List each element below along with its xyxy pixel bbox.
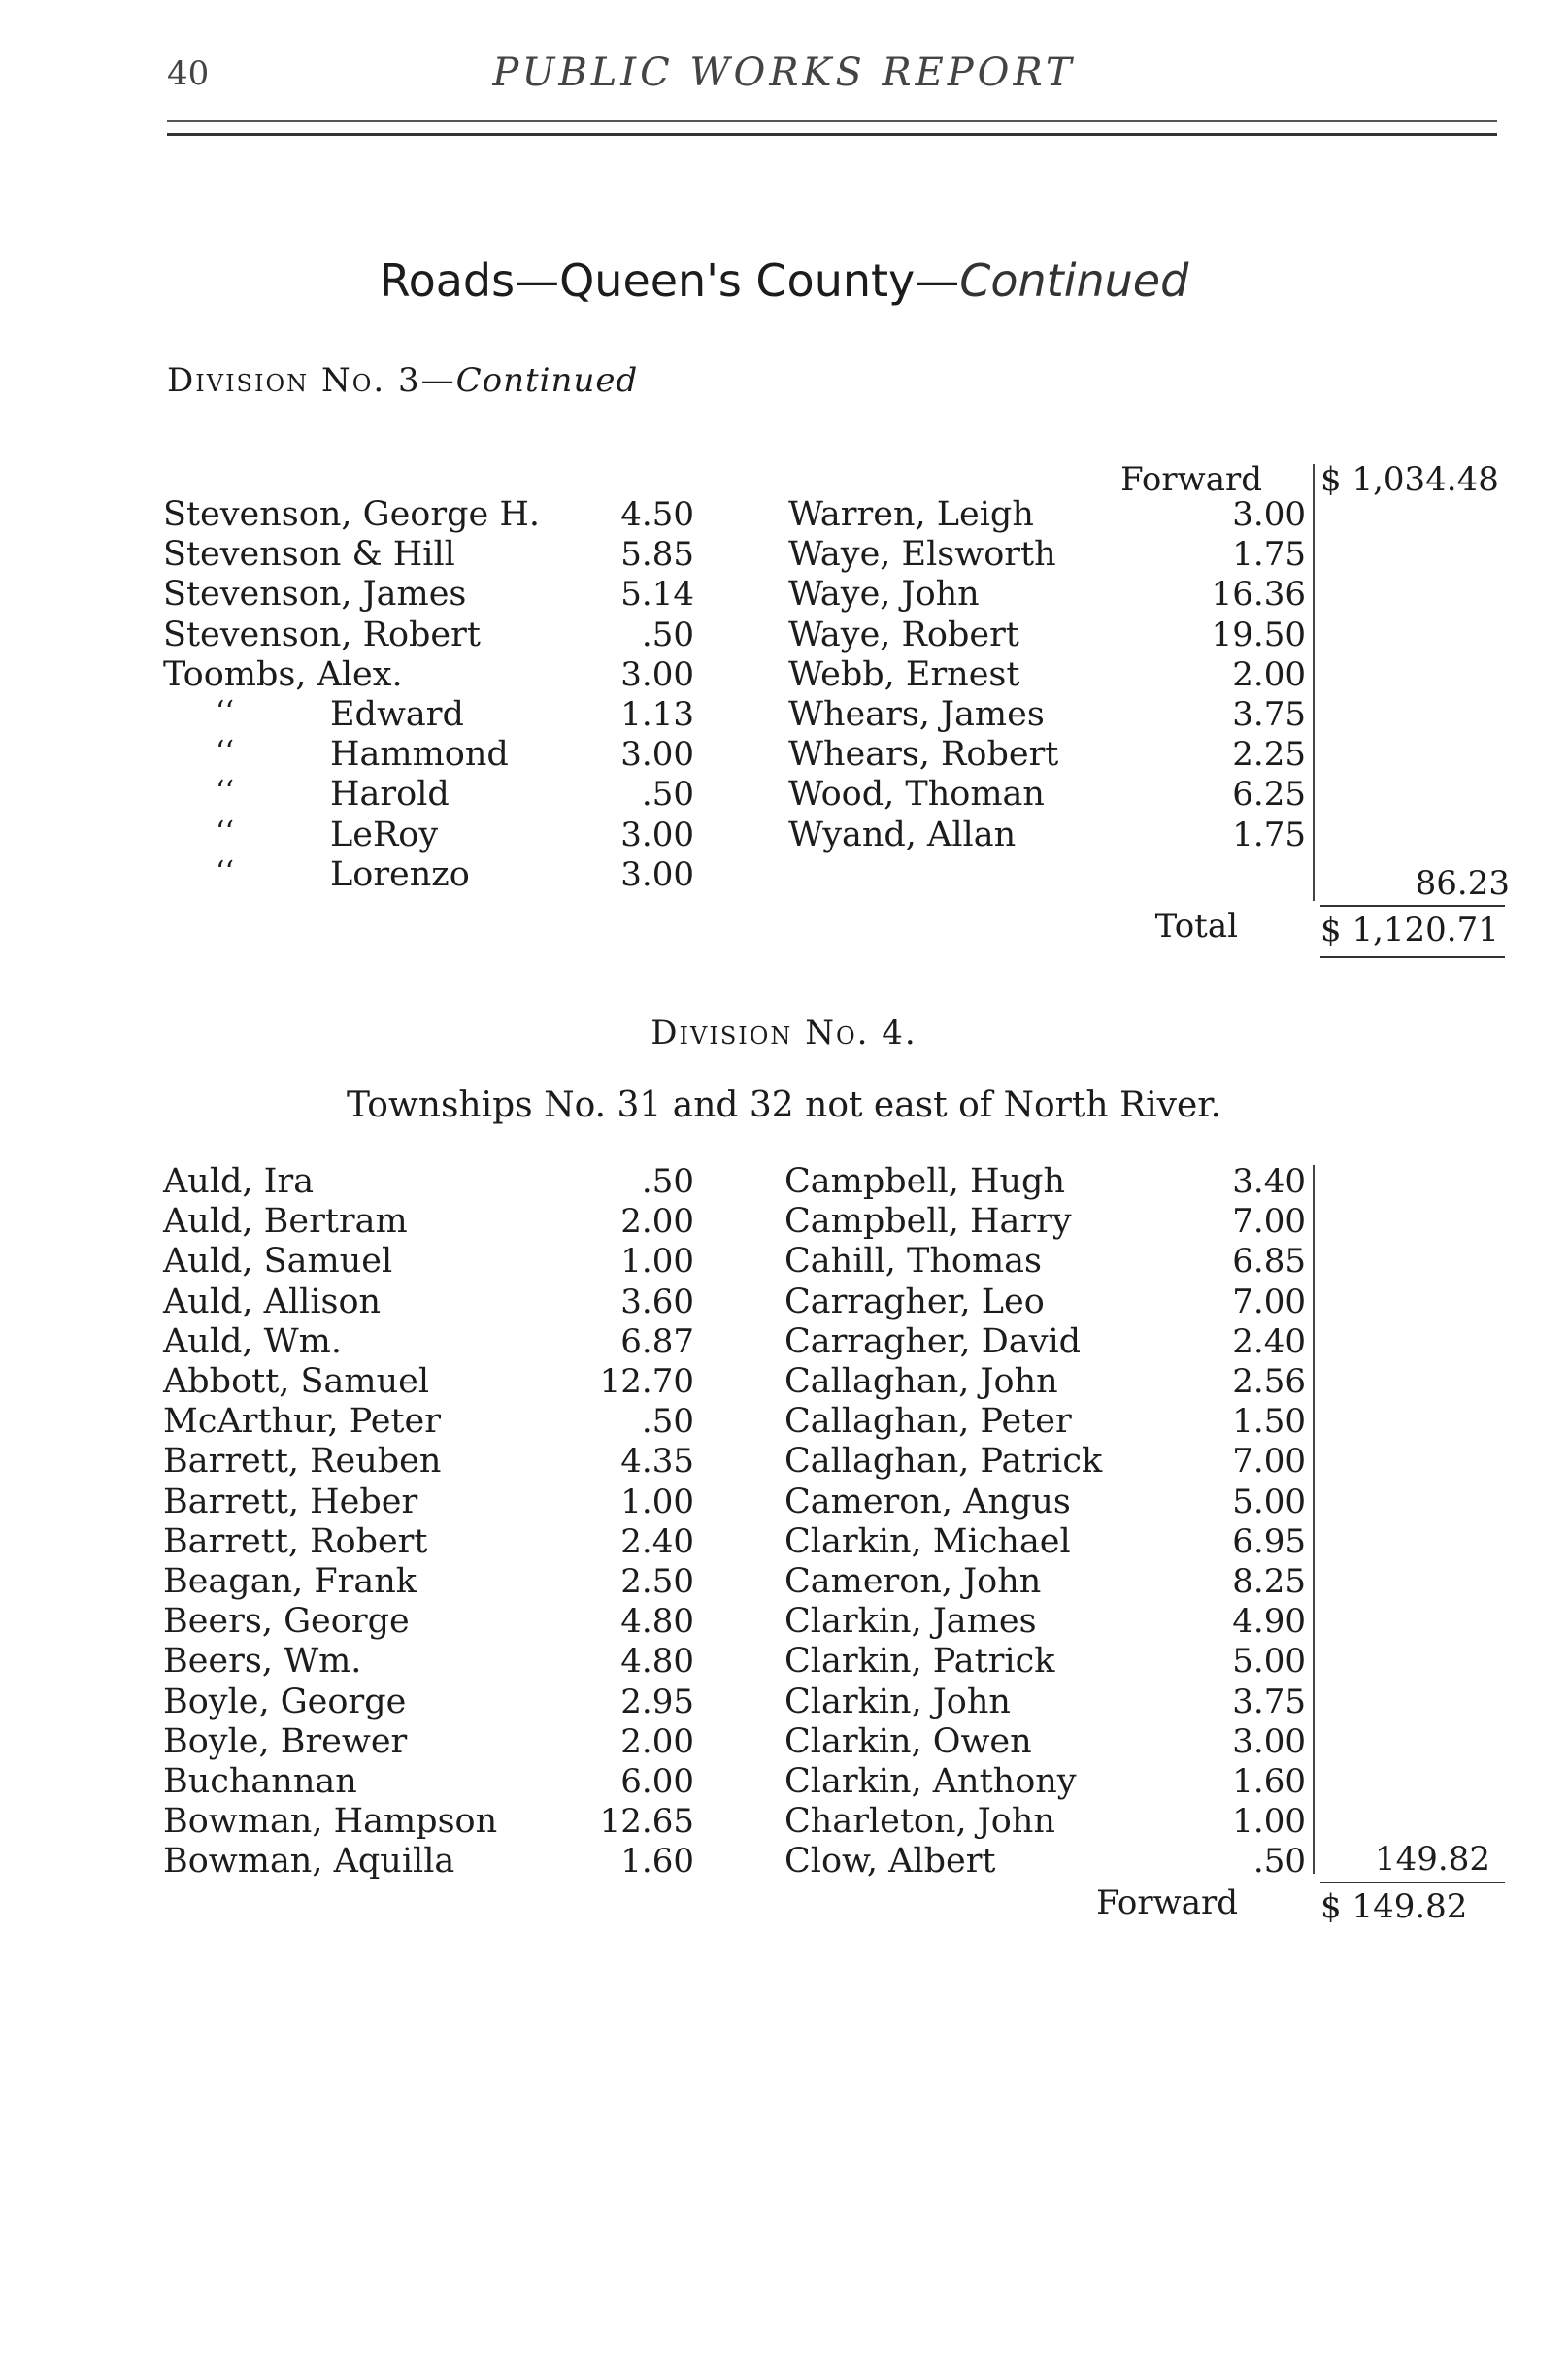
entry-amount: 1.13	[620, 695, 694, 734]
entry-name: Webb, Ernest	[788, 654, 1020, 694]
entry-name: Callaghan, Peter	[784, 1402, 1072, 1442]
entry-amount: 2.00	[620, 1202, 694, 1242]
entry-amount: 3.60	[620, 1282, 694, 1321]
entry-amount: 3.00	[1232, 1721, 1306, 1761]
entry-name: Whears, Robert	[788, 735, 1059, 775]
entry-amount: 3.00	[620, 815, 694, 854]
entry-amount: 8.25	[1232, 1562, 1306, 1601]
entry-amount: 2.40	[1232, 1321, 1306, 1361]
entry-name: Stevenson, James	[163, 575, 467, 615]
entry-name: Bowman, Aquilla	[163, 1842, 455, 1882]
entry-name: Boyle, George	[163, 1682, 407, 1721]
entry-amount: 4.80	[620, 1602, 694, 1642]
entry-amount: .50	[641, 615, 694, 654]
total-amount: $ 1,120.71	[1320, 911, 1499, 950]
entry-name: Campbell, Harry	[784, 1202, 1072, 1242]
entry-name: Wood, Thoman	[788, 775, 1045, 815]
entry-name: Clarkin, Owen	[784, 1721, 1032, 1761]
entry-amount: 1.50	[1232, 1402, 1306, 1442]
entry-amount: 3.00	[620, 735, 694, 775]
entry-amount: 6.87	[620, 1321, 694, 1361]
entry-amount: 2.25	[1232, 735, 1306, 775]
entry-amount: 16.36	[1211, 575, 1306, 615]
entry-amount: 19.50	[1211, 615, 1306, 654]
entry-name: Barrett, Robert	[163, 1521, 428, 1561]
entry-name: Lorenzo	[330, 854, 470, 894]
entry-amount: 4.80	[620, 1642, 694, 1682]
entry-name: Callaghan, John	[784, 1362, 1058, 1401]
page-number: 40	[167, 54, 210, 93]
entry-amount: 3.00	[620, 854, 694, 894]
entry-name: Clarkin, James	[784, 1602, 1037, 1642]
entry-amount: 5.00	[1232, 1482, 1306, 1521]
entry-name: Callaghan, Patrick	[784, 1442, 1103, 1482]
division-3-label: Division No. 3—	[167, 361, 456, 400]
running-title: PUBLIC WORKS REPORT	[492, 50, 1076, 95]
forward-amount-bottom: $ 149.82	[1320, 1887, 1468, 1926]
entry-amount: 4.35	[620, 1442, 694, 1482]
division-4-heading: Division No. 4.	[651, 1014, 917, 1052]
entry-name: Bowman, Hampson	[163, 1802, 498, 1842]
forward-label: Forward	[1120, 460, 1262, 499]
division-3-continued: Continued	[455, 361, 639, 400]
entry-name: Clarkin, Anthony	[784, 1762, 1077, 1801]
entry-amount: 1.60	[1232, 1762, 1306, 1801]
entry-name: Hammond	[330, 735, 509, 775]
entry-name: Auld, Bertram	[163, 1202, 408, 1242]
entry-amount: .50	[641, 1162, 694, 1201]
entry-amount: 5.85	[620, 535, 694, 575]
ditto-mark: ‘‘	[216, 854, 235, 889]
entry-name: Abbott, Samuel	[163, 1362, 430, 1401]
header-rule-thick	[167, 133, 1497, 136]
entry-name: Stevenson, Robert	[163, 615, 481, 654]
entry-amount: 1.00	[620, 1482, 694, 1521]
entry-amount: 5.14	[620, 575, 694, 615]
entry-amount: 1.00	[620, 1242, 694, 1282]
entry-amount: 12.70	[599, 1362, 694, 1401]
entry-amount: 7.00	[1232, 1442, 1306, 1482]
entry-name: Carragher, Leo	[784, 1282, 1045, 1321]
entry-amount: 7.00	[1232, 1282, 1306, 1321]
entry-name: Auld, Wm.	[163, 1321, 342, 1361]
entry-name: Waye, Robert	[788, 615, 1019, 654]
entry-name: Cahill, Thomas	[784, 1242, 1042, 1282]
entry-name: Campbell, Hugh	[784, 1162, 1066, 1201]
entry-amount: 3.00	[1232, 495, 1306, 534]
entry-amount: 6.95	[1232, 1521, 1306, 1561]
entry-name: Beers, George	[163, 1602, 410, 1642]
entry-amount: 4.50	[620, 495, 694, 534]
entry-name: Barrett, Reuben	[163, 1442, 442, 1482]
entry-name: Beers, Wm.	[163, 1642, 362, 1682]
division-4-subheading: Townships No. 31 and 32 not east of North River.	[347, 1085, 1221, 1125]
entry-amount: 6.85	[1232, 1242, 1306, 1282]
entry-amount: 12.65	[599, 1802, 694, 1842]
entry-name: LeRoy	[330, 815, 439, 854]
amount-column-rule	[1313, 464, 1315, 901]
entry-name: Stevenson, George H.	[163, 495, 540, 534]
entry-name: Clarkin, Michael	[784, 1521, 1071, 1561]
entry-name: Charleton, John	[784, 1802, 1055, 1842]
ditto-mark: ‘‘	[216, 695, 235, 729]
ditto-mark: ‘‘	[216, 775, 235, 810]
entry-amount: 3.00	[620, 654, 694, 694]
entry-name: Auld, Ira	[163, 1162, 315, 1201]
division-3-heading	[167, 361, 638, 400]
division-3-subtotal: 86.23	[1415, 864, 1510, 903]
entry-amount: 2.95	[620, 1682, 694, 1721]
entry-amount: 2.56	[1232, 1362, 1306, 1401]
entry-name: Auld, Allison	[163, 1282, 382, 1321]
entry-name: Buchannan	[163, 1762, 357, 1801]
entry-amount: 7.00	[1232, 1202, 1306, 1242]
entry-amount: 1.00	[1232, 1802, 1306, 1842]
subtotal-rule	[1320, 905, 1505, 907]
entry-name: Edward	[330, 695, 464, 734]
entry-amount: 3.75	[1232, 1682, 1306, 1721]
entry-name: Waye, Elsworth	[788, 535, 1056, 575]
title-continued: Continued	[959, 254, 1189, 307]
entry-name: Wyand, Allan	[788, 815, 1017, 854]
amount-column-rule-2	[1313, 1165, 1315, 1874]
entry-name: Clow, Albert	[784, 1842, 996, 1882]
entry-name: Auld, Samuel	[163, 1242, 393, 1282]
entry-amount: .50	[641, 1402, 694, 1442]
entry-name: Waye, John	[788, 575, 980, 615]
entry-amount: 5.00	[1232, 1642, 1306, 1682]
entry-name: Cameron, John	[784, 1562, 1042, 1601]
entry-name: Whears, James	[788, 695, 1045, 734]
entry-name: Stevenson & Hill	[163, 535, 455, 575]
header-rule-thin	[167, 120, 1497, 122]
entry-name: Barrett, Heber	[163, 1482, 418, 1521]
entry-amount: 4.90	[1232, 1602, 1306, 1642]
entry-amount: .50	[641, 775, 694, 815]
subtotal-rule-2	[1320, 1882, 1505, 1883]
entry-name: Toombs, Alex.	[163, 654, 403, 694]
title-main: Roads—Queen's County—	[379, 254, 960, 307]
entry-name: Beagan, Frank	[163, 1562, 417, 1601]
entry-name: Harold	[330, 775, 450, 815]
entry-amount: 2.40	[620, 1521, 694, 1561]
page-title	[0, 254, 1568, 307]
entry-amount: 1.75	[1232, 815, 1306, 854]
division-4-subtotal: 149.82	[1375, 1840, 1490, 1879]
entry-name: Clarkin, Patrick	[784, 1642, 1055, 1682]
ditto-mark: ‘‘	[216, 735, 235, 770]
entry-amount: 2.00	[620, 1721, 694, 1761]
entry-amount: 6.25	[1232, 775, 1306, 815]
entry-name: Clarkin, John	[784, 1682, 1011, 1721]
ditto-mark: ‘‘	[216, 815, 235, 850]
entry-name: Carragher, David	[784, 1321, 1082, 1361]
total-rule	[1320, 956, 1505, 958]
entry-amount: 2.50	[620, 1562, 694, 1601]
entry-amount: 3.40	[1232, 1162, 1306, 1201]
entry-amount: .50	[1252, 1842, 1306, 1882]
entry-name: Warren, Leigh	[788, 495, 1034, 534]
entry-name: McArthur, Peter	[163, 1402, 441, 1442]
entry-name: Boyle, Brewer	[163, 1721, 408, 1761]
entry-amount: 1.75	[1232, 535, 1306, 575]
total-label: Total	[1154, 907, 1238, 946]
forward-label-bottom: Forward	[1096, 1883, 1238, 1922]
entry-amount: 6.00	[620, 1762, 694, 1801]
entry-name: Cameron, Angus	[784, 1482, 1071, 1521]
entry-amount: 3.75	[1232, 695, 1306, 734]
entry-amount: 2.00	[1232, 654, 1306, 694]
forward-amount: $ 1,034.48	[1320, 460, 1499, 499]
entry-amount: 1.60	[620, 1842, 694, 1882]
